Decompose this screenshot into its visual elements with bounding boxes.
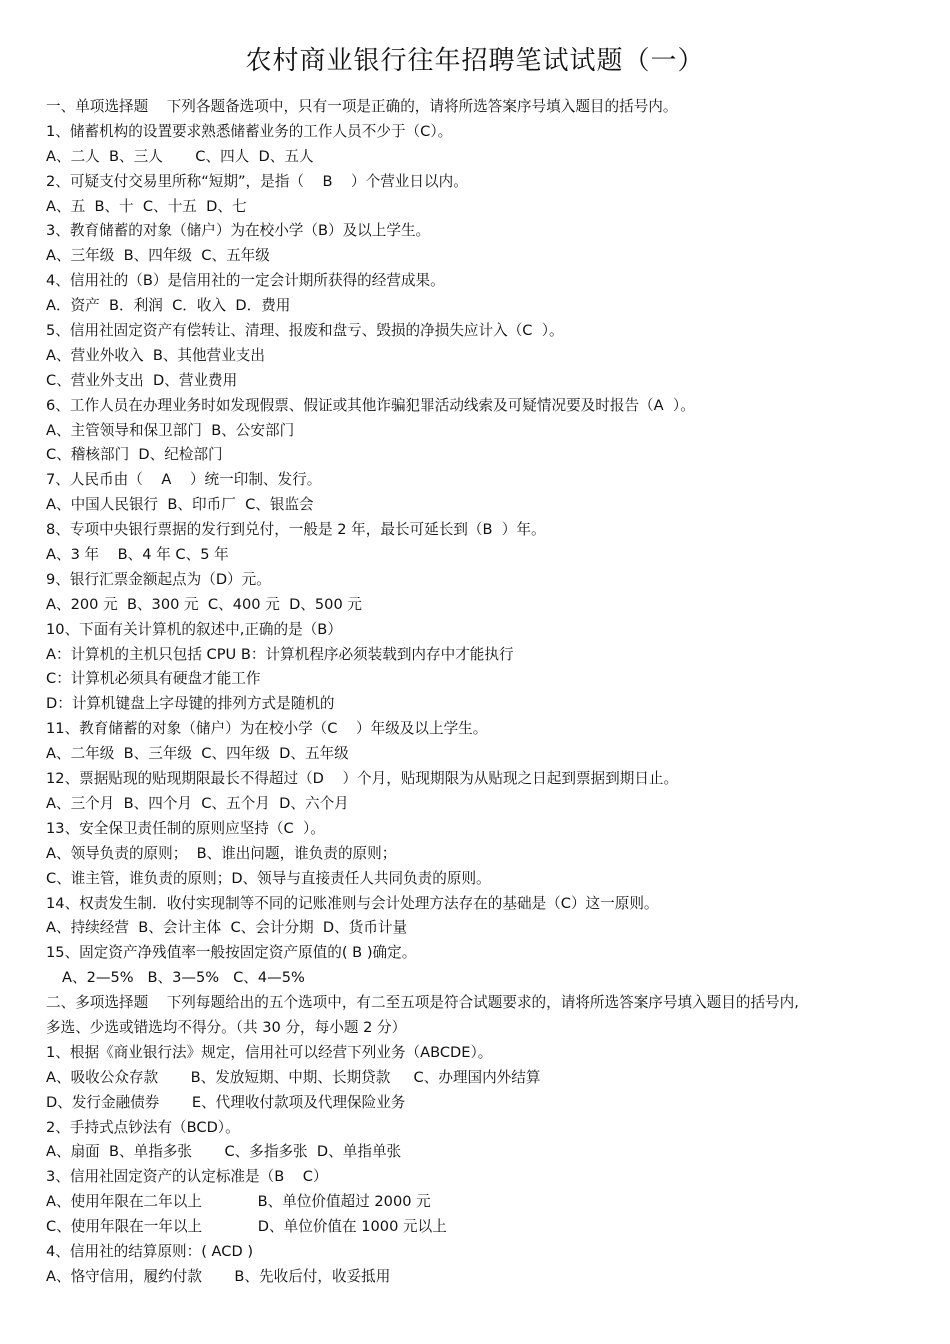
text-line: A：计算机的主机只包括 CPU B：计算机程序必须装载到内存中才能执行	[46, 645, 514, 663]
text-line: A、2—5% B、3—5% C、4—5%	[62, 969, 305, 987]
text-line: 11、教育储蓄的对象（储户）为在校小学（C ）年级及以上学生。	[46, 720, 488, 738]
text-line: 6、工作人员在办理业务时如发现假票、假证或其他诈骗犯罪活动线索及可疑情况要及时报告（A ）。	[46, 396, 695, 414]
text-line: A、三个月 B、四个月 C、五个月 D、六个月	[46, 794, 349, 812]
text-line: 12、票据贴现的贴现期限最长不得超过（D ）个月，贴现期限为从贴现之日起到票据到期日止。	[46, 770, 679, 788]
text-line: C、谁主管，谁负责的原则；D、领导与直接责任人共同负责的原则。	[46, 869, 491, 887]
text-line: A、扇面 B、单指多张 C、多指多张 D、单指单张	[46, 1143, 402, 1161]
text-line: D、发行金融债券 E、代理收付款项及代理保险业务	[46, 1093, 406, 1111]
text-line: A、主管领导和保卫部门 B、公安部门	[46, 421, 295, 439]
text-line: 10、下面有关计算机的叙述中,正确的是（B）	[46, 620, 342, 638]
text-line: A、二年级 B、三年级 C、四年级 D、五年级	[46, 745, 349, 763]
text-line: 二、多项选择题 下列每题给出的五个选项中，有二至五项是符合试题要求的，请将所选答案序号填入题目的括号内,	[46, 994, 799, 1012]
text-line: 7、人民币由（ A ）统一印制、发行。	[46, 471, 322, 489]
text-line: 一、单项选择题 下列各题备选项中，只有一项是正确的，请将所选答案序号填入题目的括号内。	[46, 98, 678, 115]
text-line: C、稽核部门 D、纪检部门	[46, 446, 223, 464]
text-line: A、3 年 B、4 年 C、5 年	[46, 546, 229, 564]
text-line: A、二人 B、三人 C、四人 D、五人	[46, 147, 314, 165]
document-body	[46, 95, 916, 1290]
text-line: A、三年级 B、四年级 C、五年级	[46, 247, 270, 265]
text-line: 2、手持式点钞法有（BCD）。	[46, 1118, 240, 1136]
text-line: 1、储蓄机构的设置要求熟悉储蓄业务的工作人员不少于（C）。	[46, 122, 453, 140]
text-line: 2、可疑支付交易里所称“短期”，是指（ B ）个营业日以内。	[46, 172, 468, 190]
text-line: 1、根据《商业银行法》规定，信用社可以经营下列业务（ABCDE）。	[46, 1043, 493, 1061]
text-line: C、使用年限在一年以上 D、单位价值在 1000 元以上	[46, 1218, 447, 1236]
text-line: 多选、少选或错选均不得分。（共 30 分，每小题 2 分）	[46, 1018, 407, 1036]
text-line: A、中国人民银行 B、印币厂 C、银监会	[46, 496, 314, 514]
text-line: A、五 B、十 C、十五 D、七	[46, 197, 247, 215]
text-line: 3、信用社固定资产的认定标准是（B C）	[46, 1168, 328, 1186]
text-line: A、吸收公众存款 B、发放短期、中期、长期贷款 C、办理国内外结算	[46, 1068, 541, 1086]
text-line: C：计算机必须具有硬盘才能工作	[46, 670, 261, 688]
text-line: A、领导负责的原则； B、谁出问题，谁负责的原则；	[46, 844, 397, 862]
text-line: A、200 元 B、300 元 C、400 元 D、500 元	[46, 595, 362, 613]
text-line: A、营业外收入 B、其他营业支出	[46, 346, 265, 364]
text-line: 15、固定资产净残值率一般按固定资产原值的( B )确定。	[46, 944, 417, 962]
text-line: 14、权责发生制．收付实现制等不同的记账准则与会计处理方法存在的基础是（C）这一原则。	[46, 894, 659, 912]
text-line: A、使用年限在二年以上 B、单位价值超过 2000 元	[46, 1193, 431, 1211]
text-line: A、持续经营 B、会计主体 C、会计分期 D、货币计量	[46, 919, 408, 937]
document-title: 农村商业银行往年招聘笔试试题（一）	[245, 46, 705, 76]
text-line: 4、信用社的（B）是信用社的一定会计期所获得的经营成果。	[46, 272, 445, 290]
text-line: 8、专项中央银行票据的发行到兑付，一般是 2 年，最长可延长到（B ）年。	[46, 521, 546, 539]
text-line: A．资产 B．利润 C．收入 D．费用	[46, 297, 291, 315]
text-line: C、营业外支出 D、营业费用	[46, 371, 238, 389]
text-line: 13、安全保卫责任制的原则应坚持（C ）。	[46, 819, 325, 837]
text-line: A、恪守信用，履约付款 B、先收后付，收妥抵用	[46, 1267, 391, 1285]
text-line: 9、银行汇票金额起点为（D）元。	[46, 570, 271, 588]
text-line: 4、信用社的结算原则：( ACD )	[46, 1242, 254, 1260]
text-line: D：计算机键盘上字母键的排列方式是随机的	[46, 695, 335, 713]
text-line: 5、信用社固定资产有偿转让、清理、报废和盘亏、毁损的净损失应计入（C ）。	[46, 322, 564, 340]
text-line: 3、教育储蓄的对象（储户）为在校小学（B）及以上学生。	[46, 222, 431, 240]
